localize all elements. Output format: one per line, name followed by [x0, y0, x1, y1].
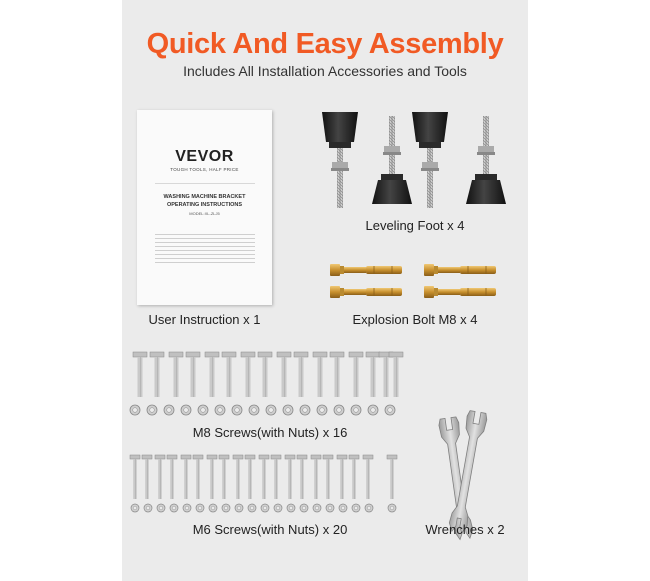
- m6-screws-label: M6 Screws(with Nuts) x 20: [192, 522, 348, 537]
- m8-screws-group: [130, 352, 403, 415]
- wrenches-label: Wrenches x 2: [425, 522, 505, 537]
- user-instruction-label: User Instruction x 1: [148, 312, 261, 327]
- manual-doc-title-2: OPERATING INSTRUCTIONS: [166, 202, 243, 208]
- m8-screws-label: M8 Screws(with Nuts) x 16: [192, 425, 348, 440]
- manual-tagline: TOUGH TOOLS, HALF PRICE: [170, 167, 239, 172]
- leveling-foot-group: [322, 112, 506, 208]
- wrenches-group: [438, 410, 488, 540]
- manual-doc-title-1: WASHING MACHINE BRACKET: [163, 194, 246, 200]
- explosion-bolt-label: Explosion Bolt M8 x 4: [352, 312, 478, 327]
- page-subtitle: Includes All Installation Accessories and Tools: [183, 63, 467, 79]
- manual-model: MODEL:XL-ZLJ5: [189, 211, 220, 216]
- m6-screws-group: [130, 455, 397, 512]
- leveling-foot-label: Leveling Foot x 4: [365, 218, 465, 233]
- page-title: Quick And Easy Assembly: [146, 28, 504, 60]
- explosion-bolt-group: [330, 264, 496, 298]
- manual-brand: VEVOR: [175, 148, 234, 165]
